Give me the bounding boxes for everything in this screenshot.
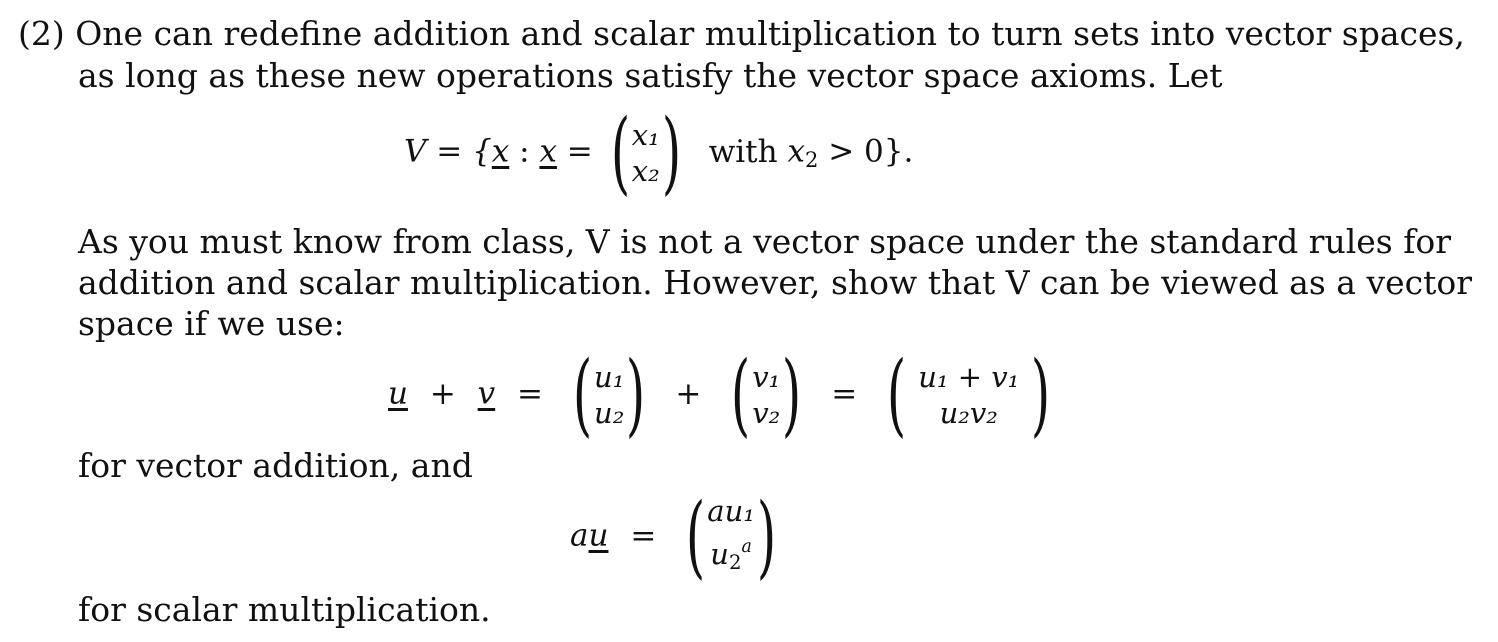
- vector-entry-x2: x₂: [631, 154, 660, 188]
- paragraph-2-line-1: As you must know from class, V is not a vector space under the standard rules for: [78, 222, 1452, 261]
- set-condition-rest: > 0}.: [818, 133, 914, 170]
- scalar-rule: [570, 484, 784, 589]
- set-condition-var: x: [787, 133, 805, 170]
- u-entry-2: u₂: [594, 396, 625, 430]
- scalar-eq: =: [630, 517, 657, 554]
- set-column-vector: [603, 100, 689, 205]
- vector-entry-x1: x₁: [631, 118, 660, 152]
- sum-entry-2: u₂v₂: [939, 396, 998, 430]
- scalar-entry-1: au₁: [707, 493, 755, 528]
- set-colon: :: [509, 133, 540, 170]
- scalar-entry-2-sup: a: [741, 536, 752, 557]
- set-condition-sub: 2: [804, 146, 819, 172]
- paragraph-2-line-3: space if we use:: [78, 304, 345, 343]
- sum-entry-1: u₁ + v₁: [918, 360, 1020, 394]
- v-entry-1: v₁: [752, 360, 781, 394]
- scalar-entry-2-sub: 2: [728, 551, 742, 575]
- set-var-x: x: [491, 133, 510, 170]
- left-paren: (: [610, 100, 630, 205]
- set-lhs: V = {: [404, 133, 492, 170]
- u-column-vector: ( u₁ u₂ ): [572, 342, 646, 447]
- scalar-u: u: [588, 517, 609, 554]
- add-u: u: [388, 375, 408, 412]
- scalar-column-vector: ( au₁ $u_2^a$ ): [686, 484, 777, 589]
- for-vector-addition-text: for vector addition, and: [78, 446, 473, 485]
- add-eq-2: =: [831, 375, 858, 412]
- paragraph-1-line-2: as long as these new operations satisfy the vector space axioms. Let: [78, 56, 1223, 95]
- add-eq: =: [517, 375, 544, 412]
- set-definition: [404, 100, 914, 205]
- add-plus-2: +: [675, 375, 702, 412]
- problem-number: (2): [18, 14, 65, 53]
- set-eq: =: [556, 133, 593, 170]
- scalar-entry-2: [710, 529, 752, 581]
- paragraph-1-line-1: One can redefine addition and scalar multiplication to turn sets into vector spaces,: [75, 14, 1465, 53]
- addition-rule: [388, 342, 1058, 447]
- sum-column-vector: ( u₁ + v₁ u₂v₂ ): [887, 342, 1051, 447]
- problem-number-and-line-1: [18, 14, 1465, 54]
- scalar-a: a: [570, 517, 589, 554]
- scalar-entry-2-base: u: [710, 537, 729, 572]
- add-plus: +: [429, 375, 456, 412]
- for-scalar-multiplication-text: for scalar multiplication.: [78, 590, 491, 629]
- set-condition-with: with: [708, 133, 778, 170]
- paragraph-2-line-2: addition and scalar multiplication. However, show that V can be viewed as a vector: [78, 263, 1473, 302]
- right-paren: ): [661, 100, 681, 205]
- v-column-vector: ( v₁ v₂ ): [731, 342, 802, 447]
- set-var-x-2: x: [539, 133, 557, 170]
- add-v: v: [477, 375, 496, 412]
- v-entry-2: v₂: [752, 396, 781, 430]
- u-entry-1: u₁: [594, 360, 625, 394]
